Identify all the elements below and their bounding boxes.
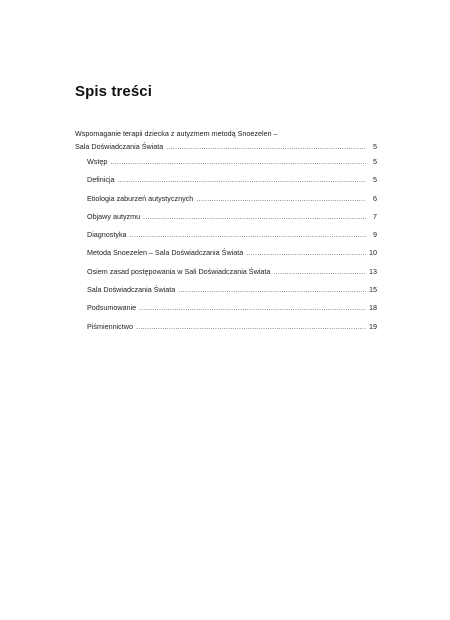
toc-title: Spis treści — [75, 83, 152, 100]
toc-entry[interactable] — [87, 190, 377, 208]
toc-entry[interactable] — [87, 299, 377, 317]
toc-entry-label: Metoda Snoezelen – Sala Doświadczania Świata — [87, 248, 244, 258]
toc-entry-label: Wstęp — [87, 157, 108, 166]
toc-page-number: 5 — [373, 142, 377, 151]
toc-entry[interactable] — [87, 244, 377, 262]
toc-page-number: 7 — [373, 211, 377, 221]
toc-entry-label: Podsumowanie — [87, 303, 137, 313]
toc-page-number: 5 — [373, 157, 377, 166]
toc-sub-entries — [87, 153, 377, 336]
dot-leader — [136, 318, 366, 336]
toc-entry[interactable] — [87, 281, 377, 299]
toc-entry-label: Osiem zasad postępowania w Sali Doświadczania Świata — [87, 266, 271, 276]
toc-page-number: 15 — [369, 285, 377, 295]
toc-page-number: 6 — [373, 193, 377, 203]
toc-page-number: 13 — [369, 266, 377, 276]
toc-entry[interactable] — [87, 171, 377, 189]
toc-page-number: 9 — [373, 230, 377, 240]
dot-leader — [273, 263, 366, 281]
dot-leader — [196, 190, 366, 208]
toc-entry-label: Piśmiennictwo — [87, 321, 133, 331]
toc-main-entry-line1: Wspomaganie terapii dziecka z autyzmem metodą Snoezelen – — [75, 129, 278, 138]
toc-page-number: 5 — [373, 175, 377, 185]
toc-entry-label: Sala Doświadczania Świata — [87, 285, 176, 295]
toc-main-entry[interactable] — [75, 127, 377, 153]
toc-entry-label: Definicja — [87, 175, 115, 185]
dot-leader — [166, 140, 366, 153]
toc-entry-label: Objawy autyzmu — [87, 211, 141, 221]
toc-entry-label: Diagnostyka — [87, 230, 127, 240]
toc-page-number: 10 — [369, 248, 377, 258]
dot-leader — [178, 281, 366, 299]
dot-leader — [130, 226, 366, 244]
toc-entry[interactable] — [87, 208, 377, 226]
toc-entry[interactable] — [87, 226, 377, 244]
dot-leader — [110, 153, 366, 171]
toc-entry[interactable] — [87, 318, 377, 336]
dot-leader — [118, 171, 366, 189]
toc-main-entry-line2: Sala Doświadczania Świata — [75, 142, 164, 151]
dot-leader — [139, 299, 366, 317]
dot-leader — [246, 244, 366, 262]
toc-page-number: 19 — [369, 321, 377, 331]
toc-entry[interactable] — [87, 153, 377, 171]
toc-main-entry-row — [75, 140, 377, 153]
dot-leader — [143, 208, 366, 226]
toc-entry-label: Etiologia zaburzeń autystycznych — [87, 193, 194, 203]
toc-entry[interactable] — [87, 263, 377, 281]
toc-page-number: 18 — [369, 303, 377, 313]
